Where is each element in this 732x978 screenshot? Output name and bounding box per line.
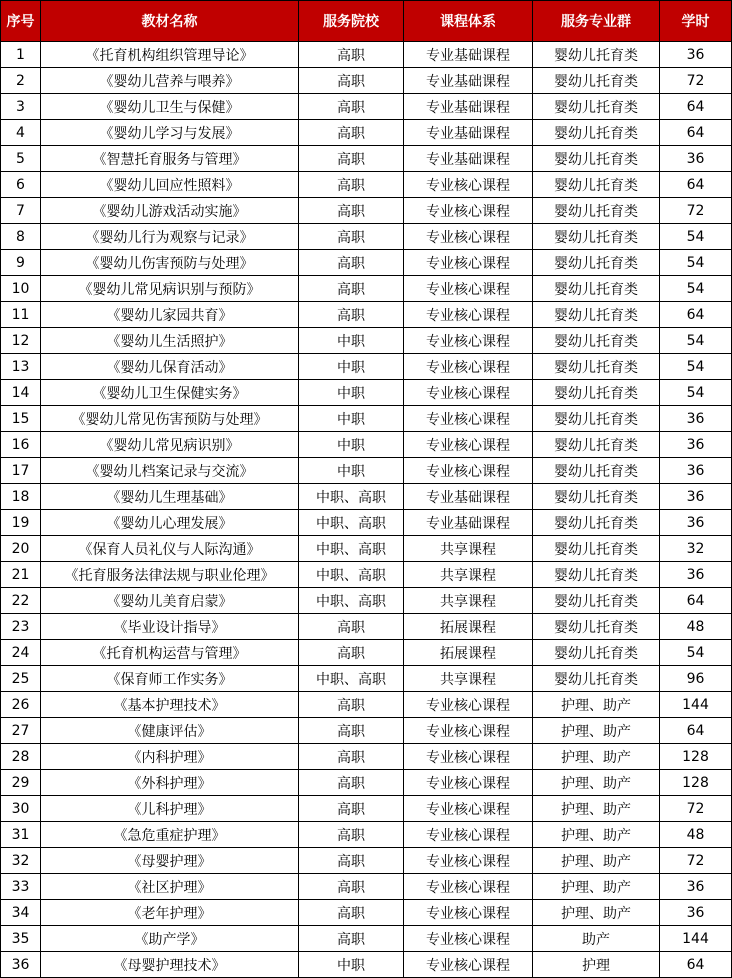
cell-index: 31 (1, 822, 41, 848)
cell-course-system: 专业核心课程 (404, 198, 533, 224)
cell-index: 29 (1, 770, 41, 796)
table-row (1, 406, 732, 432)
cell-hours: 54 (660, 276, 732, 302)
cell-course-system: 专业核心课程 (404, 770, 533, 796)
cell-major-group: 婴幼儿托育类 (533, 94, 660, 120)
cell-course-system: 拓展课程 (404, 614, 533, 640)
cell-index: 14 (1, 380, 41, 406)
table-row (1, 354, 732, 380)
cell-textbook-name: 《婴幼儿卫生与保健》 (41, 94, 299, 120)
table-row (1, 458, 732, 484)
cell-institution: 高职 (299, 718, 404, 744)
cell-index: 23 (1, 614, 41, 640)
table-row (1, 822, 732, 848)
cell-hours: 36 (660, 42, 732, 68)
cell-textbook-name: 《毕业设计指导》 (41, 614, 299, 640)
cell-textbook-name: 《婴幼儿常见伤害预防与处理》 (41, 406, 299, 432)
header-institution: 服务院校 (299, 1, 404, 42)
cell-index: 6 (1, 172, 41, 198)
cell-hours: 36 (660, 406, 732, 432)
cell-institution: 高职 (299, 692, 404, 718)
cell-institution: 高职 (299, 926, 404, 952)
cell-major-group: 婴幼儿托育类 (533, 562, 660, 588)
cell-textbook-name: 《婴幼儿常见病识别与预防》 (41, 276, 299, 302)
cell-hours: 64 (660, 94, 732, 120)
cell-major-group: 婴幼儿托育类 (533, 68, 660, 94)
header-row (1, 1, 732, 42)
cell-index: 26 (1, 692, 41, 718)
cell-course-system: 专业核心课程 (404, 172, 533, 198)
table-row (1, 146, 732, 172)
cell-course-system: 专业核心课程 (404, 848, 533, 874)
table-row (1, 432, 732, 458)
cell-institution: 高职 (299, 42, 404, 68)
cell-major-group: 婴幼儿托育类 (533, 354, 660, 380)
table-body (1, 42, 732, 978)
cell-hours: 32 (660, 536, 732, 562)
cell-major-group: 婴幼儿托育类 (533, 120, 660, 146)
cell-textbook-name: 《托育机构组织管理导论》 (41, 42, 299, 68)
cell-hours: 36 (660, 900, 732, 926)
cell-institution: 高职 (299, 640, 404, 666)
cell-major-group: 婴幼儿托育类 (533, 250, 660, 276)
cell-index: 33 (1, 874, 41, 900)
cell-hours: 36 (660, 484, 732, 510)
cell-major-group: 护理 (533, 952, 660, 978)
cell-hours: 72 (660, 198, 732, 224)
cell-textbook-name: 《母婴护理技术》 (41, 952, 299, 978)
table-row (1, 562, 732, 588)
table-row (1, 224, 732, 250)
cell-hours: 54 (660, 224, 732, 250)
cell-textbook-name: 《婴幼儿伤害预防与处理》 (41, 250, 299, 276)
cell-major-group: 婴幼儿托育类 (533, 432, 660, 458)
cell-course-system: 专业核心课程 (404, 380, 533, 406)
cell-hours: 36 (660, 458, 732, 484)
cell-hours: 144 (660, 692, 732, 718)
header-textbook-name: 教材名称 (41, 1, 299, 42)
header-hours: 学时 (660, 1, 732, 42)
table-row (1, 68, 732, 94)
cell-textbook-name: 《儿科护理》 (41, 796, 299, 822)
cell-hours: 128 (660, 770, 732, 796)
cell-major-group: 婴幼儿托育类 (533, 224, 660, 250)
cell-hours: 72 (660, 848, 732, 874)
cell-course-system: 专业基础课程 (404, 146, 533, 172)
cell-major-group: 护理、助产 (533, 874, 660, 900)
cell-textbook-name: 《托育服务法律法规与职业伦理》 (41, 562, 299, 588)
cell-textbook-name: 《婴幼儿回应性照料》 (41, 172, 299, 198)
cell-hours: 64 (660, 172, 732, 198)
cell-hours: 36 (660, 146, 732, 172)
cell-hours: 128 (660, 744, 732, 770)
table-row (1, 328, 732, 354)
cell-course-system: 专业核心课程 (404, 900, 533, 926)
table-row (1, 302, 732, 328)
cell-major-group: 婴幼儿托育类 (533, 614, 660, 640)
cell-course-system: 专业核心课程 (404, 952, 533, 978)
cell-institution: 高职 (299, 94, 404, 120)
cell-textbook-name: 《婴幼儿心理发展》 (41, 510, 299, 536)
cell-major-group: 护理、助产 (533, 718, 660, 744)
cell-major-group: 护理、助产 (533, 770, 660, 796)
cell-hours: 36 (660, 874, 732, 900)
cell-institution: 高职 (299, 614, 404, 640)
cell-major-group: 婴幼儿托育类 (533, 172, 660, 198)
cell-hours: 144 (660, 926, 732, 952)
table-row (1, 120, 732, 146)
cell-institution: 高职 (299, 172, 404, 198)
table-row (1, 536, 732, 562)
cell-institution: 高职 (299, 770, 404, 796)
cell-institution: 中职、高职 (299, 588, 404, 614)
cell-textbook-name: 《婴幼儿保育活动》 (41, 354, 299, 380)
cell-major-group: 婴幼儿托育类 (533, 146, 660, 172)
cell-index: 24 (1, 640, 41, 666)
cell-major-group: 护理、助产 (533, 822, 660, 848)
table-row (1, 640, 732, 666)
cell-hours: 48 (660, 614, 732, 640)
cell-major-group: 护理、助产 (533, 744, 660, 770)
header-course-system: 课程体系 (404, 1, 533, 42)
cell-course-system: 专业基础课程 (404, 120, 533, 146)
cell-index: 18 (1, 484, 41, 510)
table-row (1, 900, 732, 926)
cell-textbook-name: 《保育师工作实务》 (41, 666, 299, 692)
cell-index: 16 (1, 432, 41, 458)
cell-index: 10 (1, 276, 41, 302)
cell-hours: 36 (660, 510, 732, 536)
cell-institution: 高职 (299, 874, 404, 900)
cell-hours: 54 (660, 380, 732, 406)
cell-course-system: 专业核心课程 (404, 926, 533, 952)
cell-major-group: 婴幼儿托育类 (533, 42, 660, 68)
cell-index: 35 (1, 926, 41, 952)
cell-institution: 中职 (299, 328, 404, 354)
cell-institution: 中职、高职 (299, 666, 404, 692)
table-row (1, 94, 732, 120)
cell-textbook-name: 《婴幼儿生活照护》 (41, 328, 299, 354)
cell-index: 9 (1, 250, 41, 276)
cell-major-group: 护理、助产 (533, 692, 660, 718)
cell-institution: 中职 (299, 952, 404, 978)
cell-hours: 96 (660, 666, 732, 692)
cell-institution: 高职 (299, 224, 404, 250)
table-row (1, 874, 732, 900)
cell-hours: 64 (660, 718, 732, 744)
cell-hours: 64 (660, 588, 732, 614)
cell-institution: 高职 (299, 146, 404, 172)
cell-institution: 中职 (299, 354, 404, 380)
cell-index: 19 (1, 510, 41, 536)
cell-hours: 54 (660, 640, 732, 666)
cell-textbook-name: 《婴幼儿游戏活动实施》 (41, 198, 299, 224)
cell-textbook-name: 《婴幼儿常见病识别》 (41, 432, 299, 458)
table-row (1, 510, 732, 536)
cell-textbook-name: 《婴幼儿档案记录与交流》 (41, 458, 299, 484)
cell-major-group: 护理、助产 (533, 848, 660, 874)
cell-index: 4 (1, 120, 41, 146)
cell-index: 22 (1, 588, 41, 614)
cell-institution: 高职 (299, 250, 404, 276)
cell-textbook-name: 《基本护理技术》 (41, 692, 299, 718)
cell-textbook-name: 《婴幼儿营养与喂养》 (41, 68, 299, 94)
cell-index: 36 (1, 952, 41, 978)
cell-course-system: 专业核心课程 (404, 302, 533, 328)
cell-hours: 72 (660, 796, 732, 822)
cell-institution: 高职 (299, 68, 404, 94)
cell-index: 8 (1, 224, 41, 250)
cell-index: 11 (1, 302, 41, 328)
cell-institution: 高职 (299, 900, 404, 926)
cell-index: 1 (1, 42, 41, 68)
cell-textbook-name: 《婴幼儿生理基础》 (41, 484, 299, 510)
cell-major-group: 婴幼儿托育类 (533, 588, 660, 614)
cell-index: 32 (1, 848, 41, 874)
cell-index: 27 (1, 718, 41, 744)
cell-major-group: 助产 (533, 926, 660, 952)
cell-index: 5 (1, 146, 41, 172)
table-row (1, 250, 732, 276)
cell-major-group: 婴幼儿托育类 (533, 536, 660, 562)
cell-major-group: 婴幼儿托育类 (533, 484, 660, 510)
cell-textbook-name: 《外科护理》 (41, 770, 299, 796)
table-row (1, 276, 732, 302)
cell-textbook-name: 《婴幼儿学习与发展》 (41, 120, 299, 146)
cell-major-group: 婴幼儿托育类 (533, 640, 660, 666)
table-header (1, 1, 732, 42)
cell-textbook-name: 《保育人员礼仪与人际沟通》 (41, 536, 299, 562)
cell-major-group: 婴幼儿托育类 (533, 276, 660, 302)
cell-course-system: 专业基础课程 (404, 42, 533, 68)
cell-course-system: 拓展课程 (404, 640, 533, 666)
cell-course-system: 专业核心课程 (404, 692, 533, 718)
table-row (1, 848, 732, 874)
cell-index: 3 (1, 94, 41, 120)
cell-hours: 36 (660, 562, 732, 588)
cell-major-group: 婴幼儿托育类 (533, 510, 660, 536)
cell-major-group: 婴幼儿托育类 (533, 666, 660, 692)
cell-course-system: 专业核心课程 (404, 822, 533, 848)
cell-major-group: 婴幼儿托育类 (533, 380, 660, 406)
table-row (1, 692, 732, 718)
cell-course-system: 专业基础课程 (404, 68, 533, 94)
header-index: 序号 (1, 1, 41, 42)
cell-course-system: 专业基础课程 (404, 484, 533, 510)
cell-index: 25 (1, 666, 41, 692)
cell-textbook-name: 《母婴护理》 (41, 848, 299, 874)
table-row (1, 718, 732, 744)
cell-textbook-name: 《婴幼儿家园共育》 (41, 302, 299, 328)
cell-course-system: 专业基础课程 (404, 510, 533, 536)
cell-index: 7 (1, 198, 41, 224)
cell-course-system: 专业核心课程 (404, 276, 533, 302)
cell-textbook-name: 《老年护理》 (41, 900, 299, 926)
cell-index: 34 (1, 900, 41, 926)
cell-textbook-name: 《婴幼儿美育启蒙》 (41, 588, 299, 614)
cell-index: 13 (1, 354, 41, 380)
cell-institution: 高职 (299, 744, 404, 770)
table-row (1, 770, 732, 796)
cell-hours: 64 (660, 120, 732, 146)
cell-textbook-name: 《婴幼儿卫生保健实务》 (41, 380, 299, 406)
cell-hours: 64 (660, 302, 732, 328)
cell-course-system: 专业核心课程 (404, 874, 533, 900)
table-row (1, 484, 732, 510)
cell-course-system: 专业核心课程 (404, 744, 533, 770)
cell-textbook-name: 《健康评估》 (41, 718, 299, 744)
cell-institution: 中职 (299, 458, 404, 484)
cell-institution: 中职 (299, 432, 404, 458)
cell-institution: 高职 (299, 848, 404, 874)
cell-textbook-name: 《智慧托育服务与管理》 (41, 146, 299, 172)
cell-hours: 72 (660, 68, 732, 94)
table-row (1, 42, 732, 68)
cell-textbook-name: 《社区护理》 (41, 874, 299, 900)
cell-index: 30 (1, 796, 41, 822)
cell-major-group: 婴幼儿托育类 (533, 458, 660, 484)
cell-course-system: 专业核心课程 (404, 406, 533, 432)
cell-textbook-name: 《内科护理》 (41, 744, 299, 770)
cell-course-system: 专业核心课程 (404, 458, 533, 484)
cell-index: 12 (1, 328, 41, 354)
table-row (1, 666, 732, 692)
cell-textbook-name: 《托育机构运营与管理》 (41, 640, 299, 666)
cell-institution: 中职、高职 (299, 484, 404, 510)
table-row (1, 614, 732, 640)
cell-hours: 54 (660, 354, 732, 380)
cell-course-system: 专业核心课程 (404, 224, 533, 250)
table-row (1, 952, 732, 978)
cell-major-group: 婴幼儿托育类 (533, 302, 660, 328)
cell-textbook-name: 《婴幼儿行为观察与记录》 (41, 224, 299, 250)
cell-major-group: 护理、助产 (533, 796, 660, 822)
cell-textbook-name: 《助产学》 (41, 926, 299, 952)
cell-major-group: 婴幼儿托育类 (533, 198, 660, 224)
cell-hours: 64 (660, 952, 732, 978)
cell-institution: 高职 (299, 822, 404, 848)
cell-hours: 48 (660, 822, 732, 848)
table-row (1, 926, 732, 952)
cell-major-group: 婴幼儿托育类 (533, 328, 660, 354)
cell-major-group: 护理、助产 (533, 900, 660, 926)
cell-course-system: 专业核心课程 (404, 718, 533, 744)
cell-index: 17 (1, 458, 41, 484)
table-row (1, 198, 732, 224)
cell-index: 21 (1, 562, 41, 588)
cell-hours: 54 (660, 328, 732, 354)
table-row (1, 380, 732, 406)
cell-course-system: 专业基础课程 (404, 94, 533, 120)
cell-institution: 高职 (299, 276, 404, 302)
cell-institution: 中职、高职 (299, 510, 404, 536)
cell-course-system: 专业核心课程 (404, 250, 533, 276)
header-major-group: 服务专业群 (533, 1, 660, 42)
cell-institution: 中职 (299, 406, 404, 432)
cell-course-system: 专业核心课程 (404, 354, 533, 380)
cell-institution: 中职、高职 (299, 562, 404, 588)
cell-course-system: 专业核心课程 (404, 432, 533, 458)
table-row (1, 172, 732, 198)
cell-course-system: 共享课程 (404, 536, 533, 562)
cell-course-system: 专业核心课程 (404, 328, 533, 354)
cell-institution: 中职、高职 (299, 536, 404, 562)
cell-textbook-name: 《急危重症护理》 (41, 822, 299, 848)
cell-institution: 高职 (299, 120, 404, 146)
table-row (1, 744, 732, 770)
table-row (1, 588, 732, 614)
cell-index: 2 (1, 68, 41, 94)
cell-institution: 高职 (299, 198, 404, 224)
cell-hours: 36 (660, 432, 732, 458)
cell-course-system: 共享课程 (404, 562, 533, 588)
cell-hours: 54 (660, 250, 732, 276)
cell-course-system: 共享课程 (404, 666, 533, 692)
cell-institution: 高职 (299, 302, 404, 328)
cell-institution: 高职 (299, 796, 404, 822)
cell-major-group: 婴幼儿托育类 (533, 406, 660, 432)
cell-index: 15 (1, 406, 41, 432)
cell-index: 20 (1, 536, 41, 562)
cell-course-system: 专业核心课程 (404, 796, 533, 822)
cell-institution: 中职 (299, 380, 404, 406)
cell-course-system: 共享课程 (404, 588, 533, 614)
table-row (1, 796, 732, 822)
cell-index: 28 (1, 744, 41, 770)
